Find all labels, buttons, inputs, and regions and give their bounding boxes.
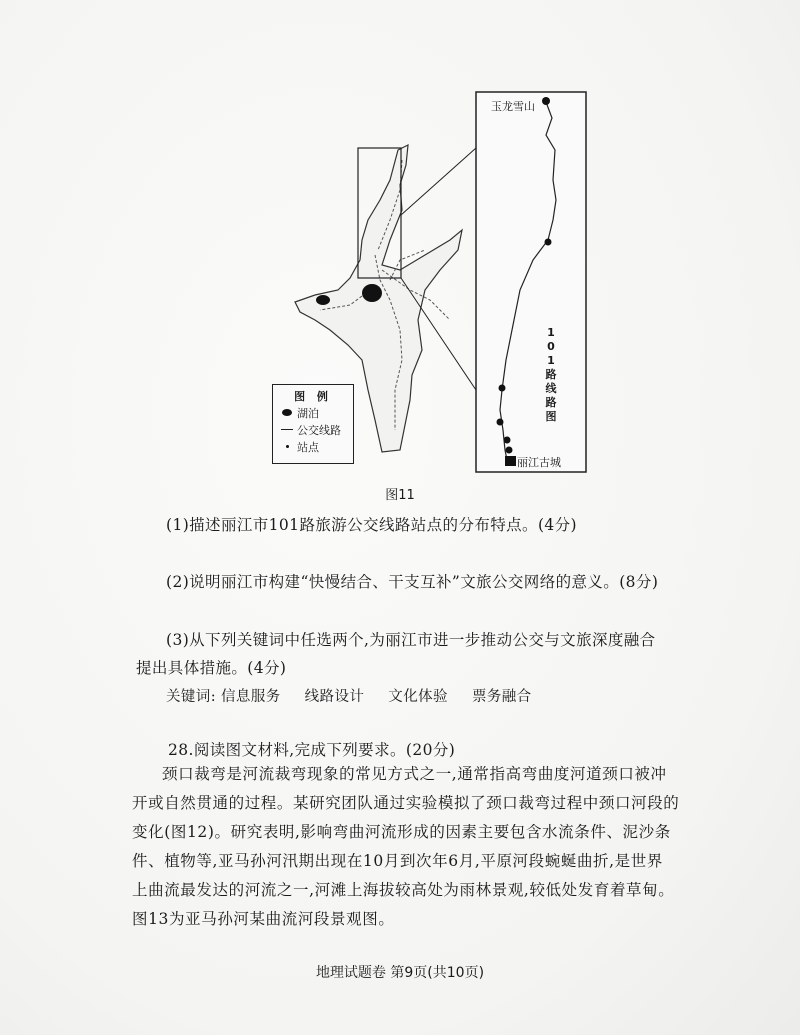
- question-1: (1)描述丽江市101路旅游公交线路站点的分布特点。(4分): [166, 516, 577, 534]
- material-line: 变化(图12)。研究表明,影响弯曲河流形成的因素主要包含水流条件、泥沙条: [132, 823, 671, 841]
- legend-item-station: 站点: [273, 438, 353, 455]
- question-3-line-2: 提出具体措施。(4分): [136, 659, 287, 677]
- station-dot: [497, 419, 504, 426]
- keywords-row: [166, 685, 532, 706]
- keyword-item: 信息服务: [221, 689, 281, 705]
- label-lijiang-old-town: 丽江古城: [517, 456, 561, 469]
- page-footer: 地理试题卷 第9页(共10页): [315, 965, 485, 981]
- route-label-vertical: 1 0 1 路 线 路 图: [545, 326, 557, 423]
- question-3-line-1: (3)从下列关键词中任选两个,为丽江市进一步推动公交与文旅深度融合: [166, 631, 656, 649]
- map-legend: [272, 384, 354, 464]
- station-dot: [542, 97, 550, 105]
- question-28-title: 28.阅读图文材料,完成下列要求。(20分): [168, 741, 456, 759]
- lake-marker: [362, 284, 382, 302]
- legend-item-bus-route: 公交线路: [273, 421, 353, 438]
- station-dot: [506, 447, 513, 454]
- figure-caption: 图11: [385, 488, 415, 503]
- lake-marker: [316, 295, 330, 305]
- material-line: 颈口裁弯是河流裁弯现象的常见方式之一,通常指高弯曲度河道颈口被冲: [162, 765, 667, 783]
- station-dot: [545, 239, 552, 246]
- material-line: 图13为亚马孙河某曲流河段景观图。: [132, 910, 395, 928]
- label-yulong-snow-mountain: 玉龙雪山: [491, 100, 535, 113]
- figure-11-map: [250, 90, 590, 480]
- material-line: 开或自然贯通的过程。某研究团队通过实验模拟了颈口裁弯过程中颈口河段的: [132, 794, 680, 812]
- legend-title: 图 例: [294, 390, 332, 403]
- legend-item-lake: 湖泊: [273, 404, 353, 421]
- material-line: 上曲流最发达的河流之一,河滩上海拔较高处为雨林景观,较低处发育着草甸。: [132, 881, 675, 899]
- keyword-item: 票务融合: [471, 689, 532, 705]
- question-2: (2)说明丽江市构建“快慢结合、干支互补”文旅公交网络的意义。(8分): [166, 573, 659, 591]
- keyword-item: 文化体验: [388, 689, 448, 705]
- route-inset-box: [476, 92, 586, 472]
- material-line: 件、植物等,亚马孙河汛期出现在10月到次年6月,平原河段蜿蜒曲折,是世界: [132, 852, 663, 870]
- keyword-item: 线路设计: [304, 689, 365, 705]
- route-line-icon: [281, 429, 293, 430]
- question-28-material: [132, 760, 732, 934]
- station-dot: [499, 385, 506, 392]
- station-dot: [504, 437, 511, 444]
- lake-icon: [282, 409, 292, 416]
- keywords-label: 关键词:: [166, 689, 216, 705]
- station-dot-icon: [286, 445, 289, 448]
